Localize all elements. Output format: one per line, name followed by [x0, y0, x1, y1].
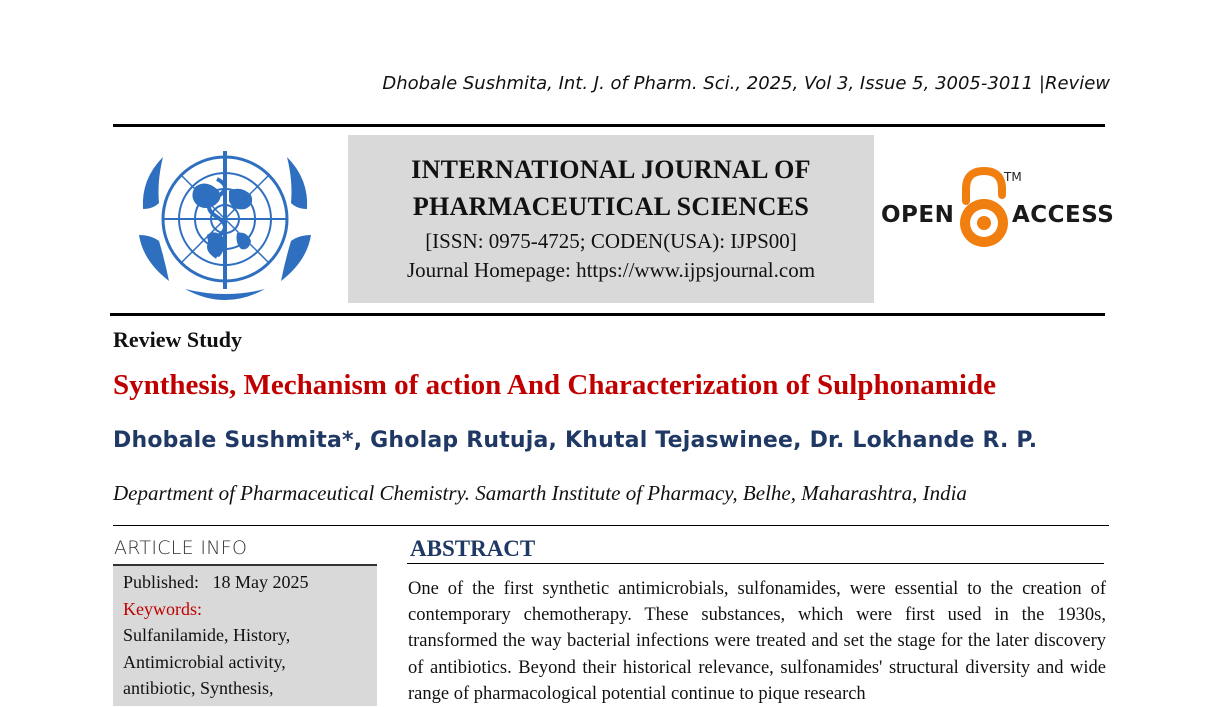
journal-ids: [ISSN: 0975-4725; CODEN(USA): IJPS00]	[425, 229, 797, 253]
open-access-logo	[880, 167, 1115, 251]
abstract-rule	[407, 563, 1104, 564]
emblem-logo	[125, 139, 325, 307]
article-info-heading: ARTICLE INFO	[114, 537, 248, 559]
header-bottom-rule	[110, 313, 1105, 316]
abstract-text: One of the first synthetic antimicrobials, sulfonamides, were essential to the creation of contemporary chemotherapy. These substances, which were first used in the 1930s, transformed the way bacterial infections were treated and set the stage for the later discovery of antibiotics. Beyond their historical relevance, sulfonamides' structural diversity and wide range of pharmacological potential continue to pique research	[408, 579, 1106, 704]
keywords-line: antibiotic, Synthesis,	[123, 678, 274, 698]
section-divider	[113, 525, 1109, 526]
study-type: Review Study	[113, 327, 242, 352]
header-top-rule	[113, 124, 1105, 127]
author-list: Dhobale Sushmita*, Gholap Rutuja, Khutal Tejaswinee, Dr. Lokhande R. P.	[113, 428, 1038, 453]
published-date: 18 May 2025	[212, 572, 309, 592]
paper-title: Synthesis, Mechanism of action And Characterization of Sulphonamide	[113, 369, 996, 401]
journal-title-line2: PHARMACEUTICAL SCIENCES	[412, 192, 810, 221]
published-label: Published:	[123, 572, 200, 592]
trademark-mark: TM	[1004, 170, 1022, 184]
journal-homepage[interactable]: Journal Homepage: https://www.ijpsjournal.com	[406, 258, 816, 282]
abstract-heading: ABSTRACT	[410, 536, 536, 561]
article-info-box	[113, 566, 377, 706]
keywords-line: Sulfanilamide, History,	[123, 625, 291, 645]
journal-title-box	[348, 135, 874, 303]
keywords-label: Keywords:	[123, 598, 202, 619]
open-access-access-text: ACCESS	[1012, 202, 1115, 228]
journal-title-line1: INTERNATIONAL JOURNAL OF	[411, 155, 811, 184]
affiliation: Department of Pharmaceutical Chemistry. Samarth Institute of Pharmacy, Belhe, Maharashtra, India	[113, 481, 967, 505]
published-row	[123, 569, 367, 596]
open-access-open-text: OPEN	[881, 202, 955, 228]
keywords-line: Antimicrobial activity,	[123, 651, 286, 672]
citation-header: Dhobale Sushmita, Int. J. of Pharm. Sci., 2025, Vol 3, Issue 5, 3005-3011 |Review	[382, 73, 1110, 94]
